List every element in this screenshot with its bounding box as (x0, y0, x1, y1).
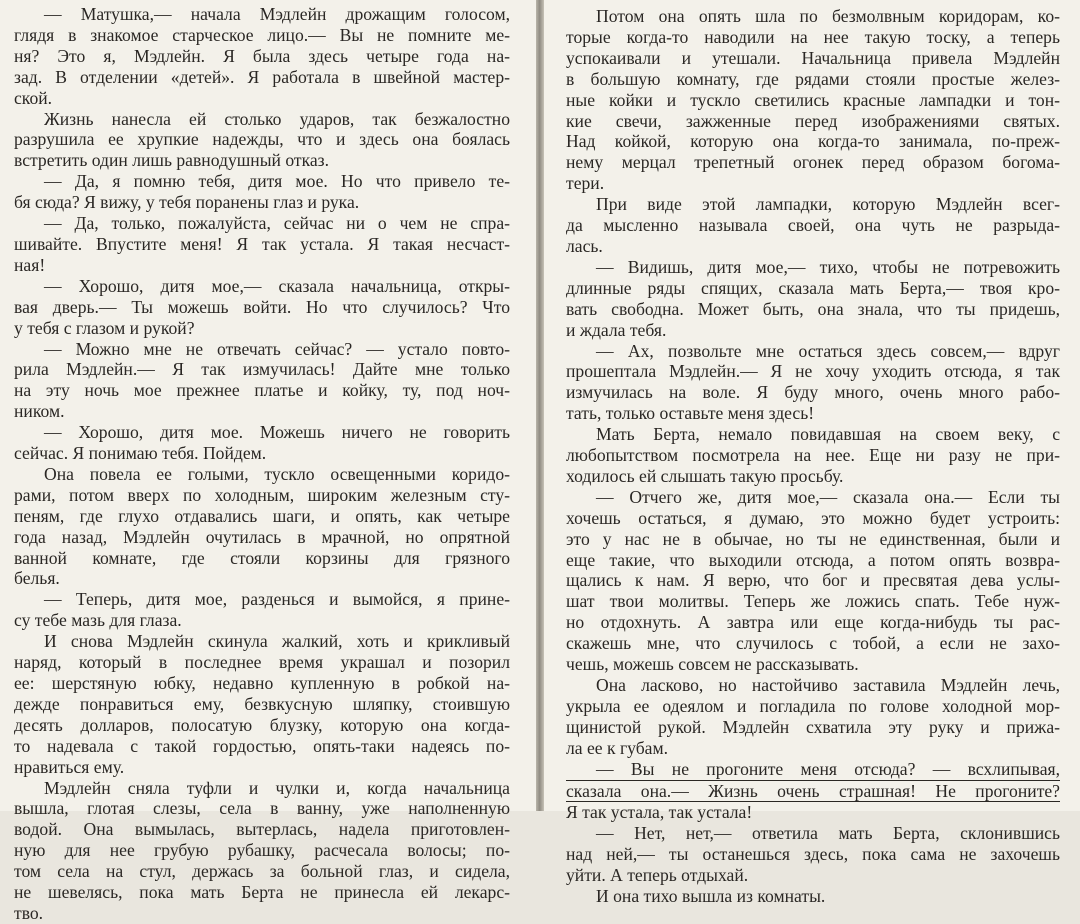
text-line: хочешь остаться, я думаю, это можно будет устроить: (566, 507, 1060, 528)
paragraph (14, 778, 510, 924)
paragraph (14, 589, 510, 631)
text-line: вышла, глотая слезы, села в ванну, уже наполненную (14, 798, 510, 819)
paragraph (566, 424, 1060, 487)
text-line: — Нет, нет,— ответила мать Берта, склонившись (596, 823, 1060, 844)
text-line: уйти. А теперь отдыхай. (566, 865, 749, 886)
book-gutter (536, 0, 544, 811)
paragraph (14, 109, 510, 172)
text-line: в большую комнату, где рядами стояли простые желез- (566, 68, 1060, 89)
text-line: белья. (14, 568, 60, 589)
text-line: — Можно мне не отвечать сейчас? — устало повто- (44, 338, 510, 359)
text-line: — Хорошо, дитя мое,— сказала начальница, откры- (44, 275, 510, 296)
text-line: дежде понравиться ему, безвкусную шляпку, стоившую (14, 693, 510, 714)
text-line: вать свободна. Может быть, она знала, что ты придешь, (566, 298, 1060, 319)
text-line: укрыла ее одеялом и погладила по голове холодной мор- (566, 695, 1060, 716)
text-line: — Да, я помню тебя, дитя мое. Но что привело те- (44, 171, 510, 192)
text-line: десять долларов, полосатую блузку, которую она когда- (14, 714, 510, 735)
paragraph (14, 276, 510, 339)
paragraph (566, 823, 1060, 886)
text-line: вая дверь.— Ты можешь войти. Но что случилось? Что (14, 296, 510, 317)
text-line: успокаивали и утешали. Начальница привела Мэдлейн (566, 47, 1060, 68)
text-line: измучилась на воле. Я буду много, очень много рабо- (566, 382, 1060, 403)
text-line: тать, только оставьте меня здесь! (566, 403, 815, 424)
text-line: еще такие, что выходили отсюда, а потом опять возвра- (566, 549, 1060, 570)
text-line: И снова Мэдлейн скинула жалкий, хоть и крикливый (44, 631, 510, 652)
text-line: глядя в знакомое старческое лицо.— Вы не помните ме- (14, 24, 510, 45)
text-line: встретить один лишь равнодушный отказ. (14, 150, 330, 171)
text-line: торые когда-то наводили на нее такую тоску, а теперь (566, 26, 1060, 47)
text-line: ная! (14, 254, 46, 275)
text-line: — Да, только, пожалуйста, сейчас ни о чем не спра- (44, 213, 510, 234)
text-line: над ней,— ты останешься здесь, пока сама не захочешь (566, 844, 1060, 865)
paragraph (566, 759, 1060, 824)
text-line: Она повела ее голыми, тускло освещенными коридо- (44, 463, 510, 484)
text-line: наряд, который в последнее время украшал и позорил (14, 652, 510, 673)
paragraph (14, 171, 510, 213)
text-line: ные койки и тускло светились красные лампадки и тон- (566, 89, 1060, 110)
right-page-text-column (566, 6, 1060, 907)
text-line: — Матушка,— начала Мэдлейн дрожащим голосом, (44, 4, 510, 24)
text-line: скажешь мне, что случилось с тобой, а если не захо- (566, 633, 1060, 654)
text-line: ской. (14, 87, 53, 108)
text-line: сказала она.— Жизнь очень страшная! Не прогоните? (566, 780, 1060, 801)
paragraph (566, 194, 1060, 257)
paragraph (566, 675, 1060, 759)
paragraph (14, 422, 510, 464)
text-line: — Отчего же, дитя мое,— сказала она.— Если ты (596, 486, 1060, 507)
text-line: щинистой рукой. Мэдлейн схватила эту руку и прижа- (566, 716, 1060, 737)
text-line: у тебя с глазом и рукой? (14, 317, 195, 338)
text-line: — Вы не прогоните меня отсюда? — всхлипывая, (566, 759, 1060, 781)
text-line: нравиться ему. (14, 756, 125, 777)
text-line: кие свечи, зажженные перед изображениями святых. (566, 110, 1060, 131)
text-line: сейчас. Я понимаю тебя. Пойдем. (14, 443, 267, 464)
text-line: — Хорошо, дитя мое. Можешь ничего не говорить (44, 422, 510, 443)
left-page (0, 0, 536, 923)
paragraph (14, 339, 510, 423)
text-line: лась. (566, 235, 603, 256)
text-line: на эту ночь мое прежнее платье и койку, ту, под ноч- (14, 380, 510, 401)
paragraph (566, 6, 1060, 194)
text-line: нему мерцал трепетный огонек перед образом богома- (566, 152, 1060, 173)
text-line: Мать Берта, немало повидавшая на своем веку, с (596, 424, 1060, 445)
text-line: бя сюда? Я вижу, у тебя поранены глаз и рука. (14, 192, 360, 213)
text-line: но отдохнуть. А завтра или еще когда-нибудь ты рас- (566, 612, 1060, 633)
paragraph (14, 213, 510, 276)
text-line: ее: шерстяную юбку, недавно купленную в робкой на- (14, 673, 510, 693)
text-line: Я так устала, так устала! (566, 802, 753, 823)
text-line: пеням, где глухо отдавались шаги, и опять, как четыре (14, 505, 510, 526)
text-line: шат твои молитвы. Теперь же ложись спать. Тебе нуж- (566, 591, 1060, 612)
text-line: Она ласково, но настойчиво заставила Мэдлейн лечь, (596, 675, 1060, 695)
text-line: прошептала Мэдлейн.— Я не хочу уходить отсюда, я так (566, 361, 1060, 382)
text-line: то надевала с такой гордостью, опять-таки надеясь по- (14, 735, 510, 756)
paragraph (566, 257, 1060, 341)
text-line: ходилось ей слышать такую просьбу. (566, 465, 844, 486)
text-line: чешь, можешь совсем не рассказывать. (566, 654, 859, 675)
text-line: ла ее к губам. (566, 737, 669, 758)
text-line: щались к нам. Я верю, что бог и пресвятая дева услы- (566, 570, 1060, 591)
text-line: и ждала тебя. (566, 319, 667, 340)
text-line: водой. Она вымылась, вытерлась, надела приготовлен- (14, 819, 510, 840)
text-line: тери. (566, 173, 605, 194)
text-line: Жизнь нанесла ей столько ударов, так безжалостно (44, 108, 510, 129)
paragraph (566, 341, 1060, 425)
text-line: не шевелясь, пока мать Берта не принесла ей лекарс- (14, 882, 510, 903)
text-line: года назад, Мэдлейн очутилась в мрачной, но опрятной (14, 526, 510, 547)
text-line: рами, потом вверх по холодным, широким железным сту- (14, 484, 510, 505)
text-line: — Ах, позвольте мне остаться здесь совсем,— вдруг (596, 340, 1060, 361)
paragraph (14, 464, 510, 589)
text-line: зад. В отделении «детей». Я работала в швейной мастер- (14, 66, 510, 87)
text-line: Потом она опять шла по безмолвным коридорам, ко- (596, 6, 1060, 26)
text-line: При виде этой лампадки, которую Мэдлейн всег- (596, 194, 1060, 215)
text-line: шивайте. Впустите меня! Я так устала. Я такая несчаст- (14, 233, 510, 254)
text-line: рила Мэдлейн.— Я так измучилась! Дайте мне только (14, 359, 510, 380)
text-line: это у нас не в обычае, но ты не единственная, были и (566, 528, 1060, 549)
text-line: Над койкой, которую она когда-то занимала, по-преж- (566, 131, 1060, 152)
paragraph (566, 886, 1060, 907)
paragraph (14, 4, 510, 109)
text-line: ня? Это я, Мэдлейн. Я была здесь четыре года на- (14, 45, 510, 66)
right-page (544, 0, 1080, 907)
text-line: — Видишь, дитя мое,— тихо, чтобы не потревожить (596, 256, 1060, 277)
text-line: длинные ряды спящих, сказала мать Берта,— твоя кро- (566, 277, 1060, 298)
paragraph (566, 487, 1060, 675)
text-line: Мэдлейн сняла туфли и чулки и, когда начальница (44, 777, 510, 798)
text-line: су тебе мазь для глаза. (14, 610, 182, 631)
text-line: любопытством посмотрела на нее. Еще ни разу не при- (566, 445, 1060, 466)
paragraph (14, 631, 510, 777)
text-line: ником. (14, 401, 65, 422)
text-line: разрушила ее хрупкие надежды, что и здесь она боялась (14, 129, 510, 150)
text-line: — Теперь, дитя мое, разденься и вымойся, я прине- (44, 589, 510, 610)
text-line: ванной комнате, где стояли корзины для грязного (14, 547, 510, 568)
text-line: И она тихо вышла из комнаты. (596, 886, 826, 907)
text-line: том села на стул, держась за больной глаз, и сидела, (14, 861, 510, 882)
left-page-text-column (14, 4, 510, 924)
text-line: тво. (14, 902, 44, 923)
text-line: ную для нее грубую рубашку, расчесала волосы; по- (14, 840, 510, 861)
text-line: да мысленно называла своей, она чуть не разрыда- (566, 215, 1060, 236)
